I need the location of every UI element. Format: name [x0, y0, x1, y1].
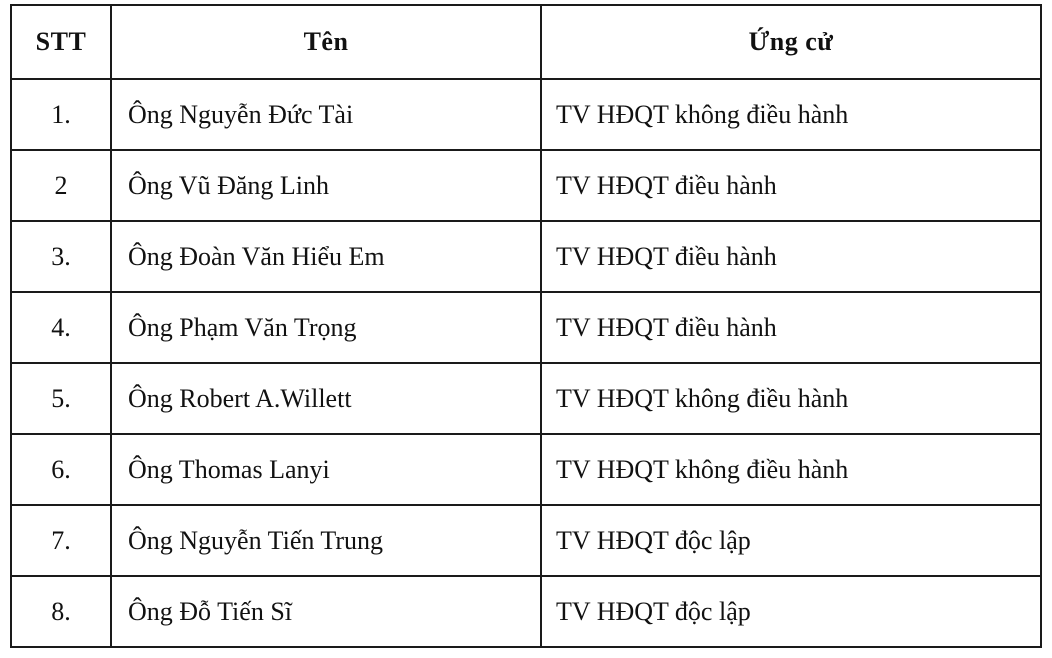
cell-name: Ông Nguyễn Tiến Trung — [111, 505, 541, 576]
column-header-role: Ứng cử — [541, 5, 1041, 79]
table-row — [11, 505, 1041, 576]
cell-name: Ông Phạm Văn Trọng — [111, 292, 541, 363]
cell-role: TV HĐQT điều hành — [541, 292, 1041, 363]
table-row — [11, 363, 1041, 434]
table-row — [11, 292, 1041, 363]
cell-role: TV HĐQT độc lập — [541, 576, 1041, 647]
cell-name: Ông Thomas Lanyi — [111, 434, 541, 505]
cell-stt: 5. — [11, 363, 111, 434]
cell-name: Ông Robert A.Willett — [111, 363, 541, 434]
cell-role: TV HĐQT điều hành — [541, 150, 1041, 221]
cell-stt: 4. — [11, 292, 111, 363]
cell-name: Ông Đỗ Tiến Sĩ — [111, 576, 541, 647]
table-header-row — [11, 5, 1041, 79]
cell-name: Ông Vũ Đăng Linh — [111, 150, 541, 221]
column-header-name: Tên — [111, 5, 541, 79]
cell-role: TV HĐQT độc lập — [541, 505, 1041, 576]
cell-role: TV HĐQT không điều hành — [541, 79, 1041, 150]
cell-stt: 8. — [11, 576, 111, 647]
table-row — [11, 79, 1041, 150]
table-body — [11, 79, 1041, 647]
table-row — [11, 150, 1041, 221]
cell-role: TV HĐQT không điều hành — [541, 363, 1041, 434]
cell-role: TV HĐQT không điều hành — [541, 434, 1041, 505]
cell-stt: 1. — [11, 79, 111, 150]
table-header — [11, 5, 1041, 79]
table-row — [11, 576, 1041, 647]
cell-stt: 2 — [11, 150, 111, 221]
cell-stt: 7. — [11, 505, 111, 576]
candidate-list-table — [10, 4, 1042, 648]
column-header-stt: STT — [11, 5, 111, 79]
table-row — [11, 434, 1041, 505]
cell-role: TV HĐQT điều hành — [541, 221, 1041, 292]
table-row — [11, 221, 1041, 292]
document-page — [0, 4, 1052, 658]
cell-stt: 6. — [11, 434, 111, 505]
cell-name: Ông Nguyễn Đức Tài — [111, 79, 541, 150]
cell-stt: 3. — [11, 221, 111, 292]
cell-name: Ông Đoàn Văn Hiểu Em — [111, 221, 541, 292]
